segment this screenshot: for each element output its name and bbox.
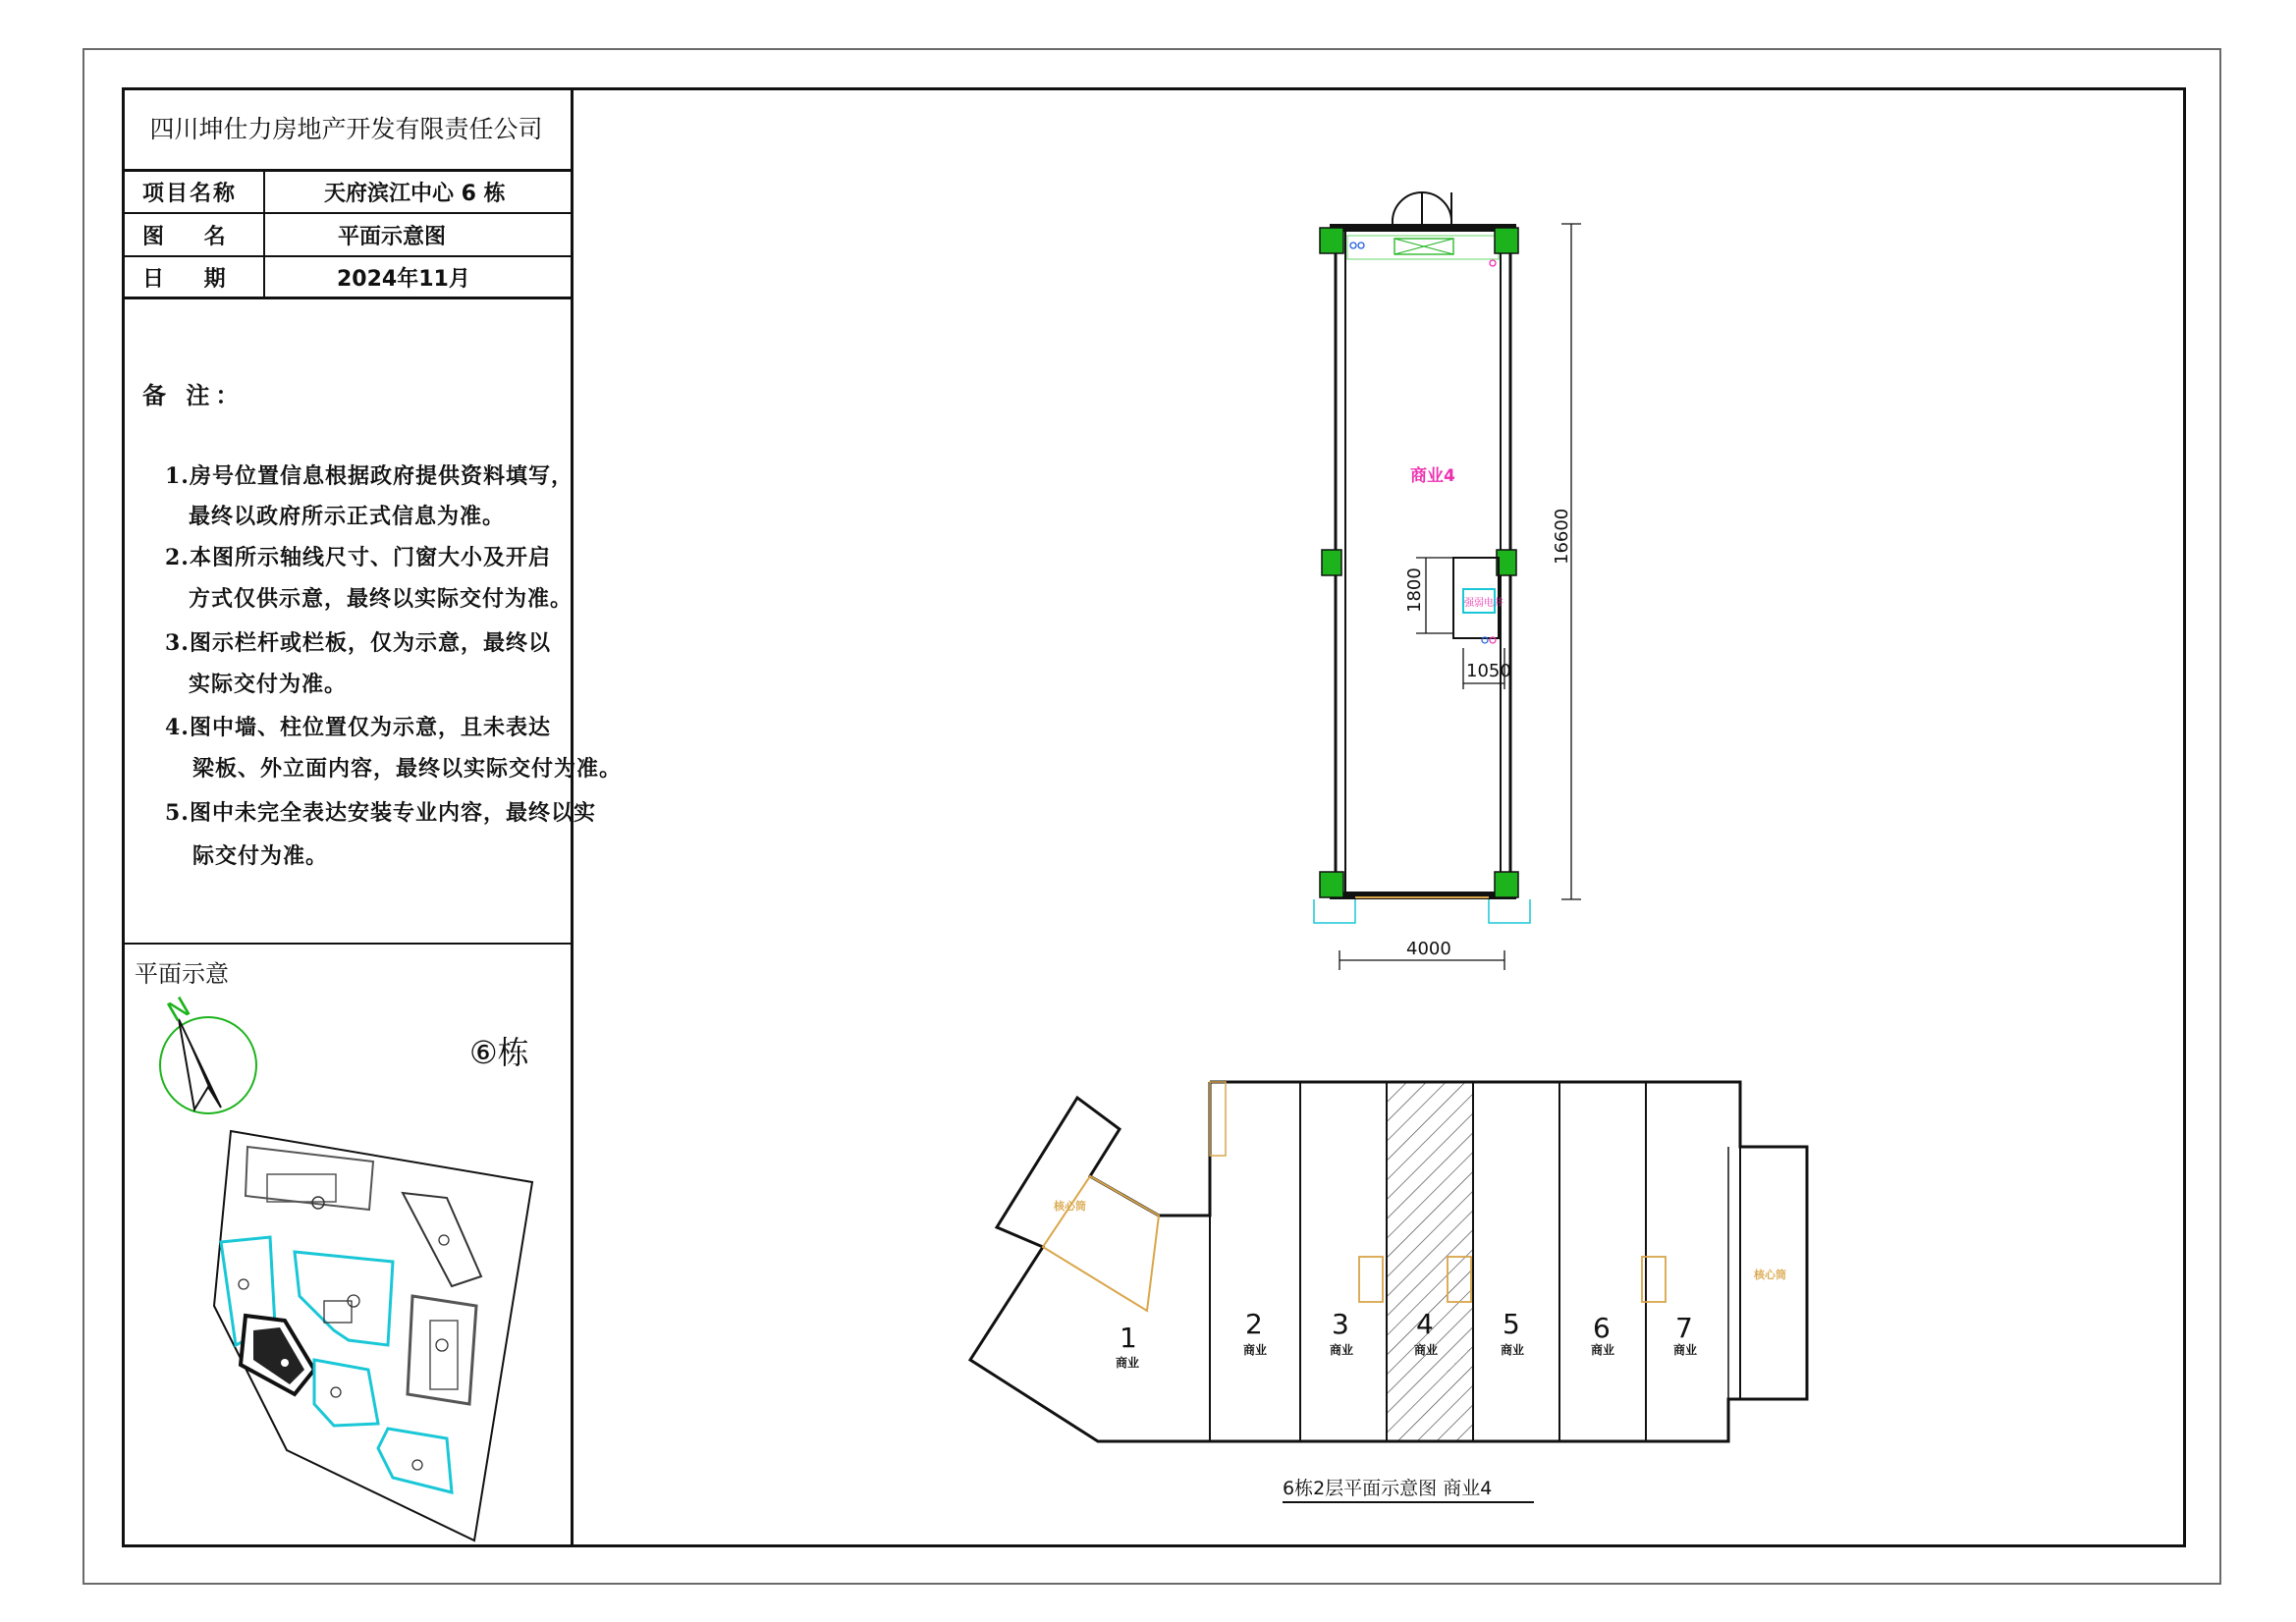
unit-plan	[1314, 192, 1581, 970]
site-plan	[160, 991, 532, 1541]
unit-use: 商业	[1414, 1343, 1439, 1357]
unit-number: 3	[1332, 1308, 1349, 1340]
room-label: 商业4	[1410, 466, 1455, 486]
unit-use: 商业	[1673, 1343, 1698, 1357]
unit-number: 7	[1675, 1312, 1693, 1344]
remark-line: 5.图中未完全表达安装专业内容，最终以实	[165, 800, 596, 826]
date-label: 日 期	[142, 267, 228, 292]
date-value: 2024年11月	[337, 267, 470, 292]
core-label: 核心筒	[1054, 1200, 1086, 1213]
company-name: 四川坤仕力房地产开发有限责任公司	[149, 115, 543, 143]
building-tag: ⑥栋	[469, 1034, 529, 1071]
remark-line: 1.房号位置信息根据政府提供资料填写，	[165, 463, 574, 489]
drawing-name-value: 平面示意图	[338, 225, 447, 249]
unit-number: 5	[1503, 1308, 1520, 1340]
dim-depth: 16600	[1552, 508, 1572, 565]
column	[1322, 550, 1341, 575]
remark-line: 方式仅供示意，最终以实际交付为准。	[189, 586, 574, 612]
dim-width: 4000	[1406, 939, 1451, 959]
column	[1495, 228, 1518, 253]
north-arrow	[160, 991, 256, 1113]
drawing-name-label: 图 名	[142, 225, 228, 249]
building-6-tag	[469, 1034, 530, 1071]
shaft-label: 强弱电井	[1464, 598, 1503, 609]
unit-use: 商业	[1591, 1343, 1615, 1357]
unit-use: 商业	[1501, 1343, 1525, 1357]
unit-use: 商业	[1116, 1356, 1140, 1370]
highlighted-unit-4	[1387, 1082, 1473, 1441]
unit-number: 4	[1416, 1308, 1434, 1340]
north-label: N	[161, 990, 196, 1029]
remark-line: 4.图中墙、柱位置仅为示意，且未表达	[165, 715, 551, 740]
core-label: 核心筒	[1754, 1269, 1786, 1281]
key-plan	[970, 1082, 1807, 1502]
remark-line: 际交付为准。	[192, 843, 329, 869]
site-plan-label: 平面示意	[135, 960, 229, 988]
unit-number: 2	[1245, 1308, 1263, 1340]
project-name-value: 天府滨江中心 6 栋	[324, 182, 506, 206]
dim-shaft-width: 1050	[1466, 661, 1511, 681]
remark-line: 最终以政府所示正式信息为准。	[189, 504, 506, 529]
unit-number: 6	[1593, 1312, 1611, 1344]
dim-shaft-height: 1800	[1404, 568, 1425, 613]
remarks-title: 备 注：	[142, 382, 246, 409]
unit-use: 商业	[1243, 1343, 1268, 1357]
remark-line: 梁板、外立面内容，最终以实际交付为准。	[192, 756, 623, 782]
project-name-label: 项目名称	[142, 182, 238, 206]
column	[1495, 872, 1518, 897]
column	[1320, 872, 1343, 897]
remark-line: 3.图示栏杆或栏板，仅为示意，最终以	[165, 630, 551, 656]
unit-use: 商业	[1330, 1343, 1354, 1357]
remark-line: 2.本图所示轴线尺寸、门窗大小及开启	[165, 545, 551, 570]
unit-number: 1	[1120, 1322, 1137, 1354]
key-plan-caption: 6栋2层平面示意图 商业4	[1283, 1478, 1493, 1499]
column	[1320, 228, 1343, 253]
remark-line: 实际交付为准。	[189, 672, 348, 697]
